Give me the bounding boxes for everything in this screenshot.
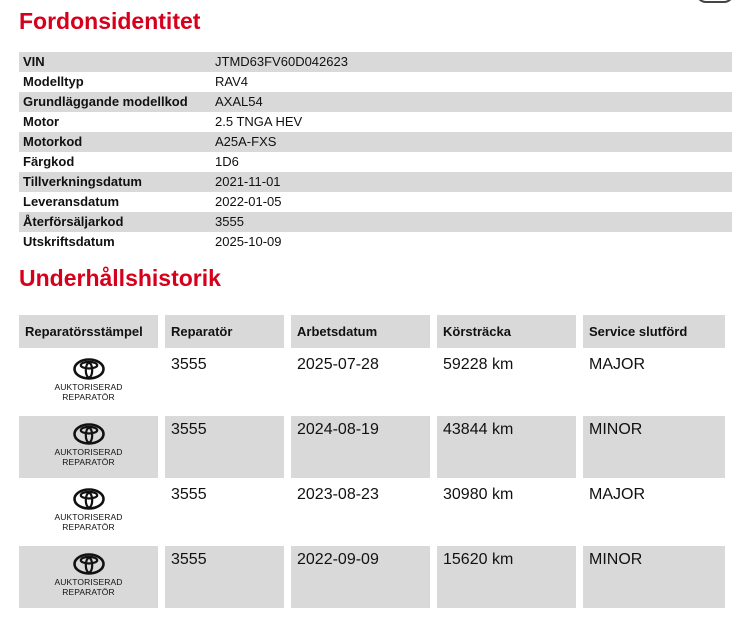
repairer-cell: 3555 xyxy=(171,486,207,503)
service-cell: MAJOR xyxy=(589,356,645,373)
identity-row xyxy=(19,92,732,112)
service-cell: MAJOR xyxy=(589,486,645,503)
identity-value: 1D6 xyxy=(215,154,239,169)
identity-value: 3555 xyxy=(211,212,732,232)
identity-value: JTMD63FV60D042623 xyxy=(211,52,732,72)
column-header-service: Service slutförd xyxy=(583,315,725,348)
identity-row xyxy=(19,112,732,132)
repairer-stamp xyxy=(19,416,158,478)
identity-label: Leveransdatum xyxy=(23,194,120,209)
identity-row xyxy=(19,172,732,192)
column-header-date: Arbetsdatum xyxy=(291,315,430,348)
identity-value: RAV4 xyxy=(215,74,248,89)
mileage-cell: 43844 km xyxy=(437,416,576,478)
identity-label: Tillverkningsdatum xyxy=(19,172,211,192)
mileage-cell: 30980 km xyxy=(443,486,514,503)
identity-value: 2022-01-05 xyxy=(215,194,282,209)
identity-label: Motorkod xyxy=(19,132,211,152)
identity-value: 2021-11-01 xyxy=(211,172,732,192)
identity-value: AXAL54 xyxy=(211,92,732,112)
repairer-stamp xyxy=(19,351,158,413)
maintenance-history-table xyxy=(12,312,732,611)
identity-label: Återförsäljarkod xyxy=(19,212,211,232)
identity-label: Grundläggande modellkod xyxy=(19,92,211,112)
history-row xyxy=(19,481,725,543)
column-header-mileage: Körsträcka xyxy=(437,315,576,348)
toyota-logo-icon xyxy=(73,358,105,380)
date-cell: 2023-08-23 xyxy=(297,486,379,503)
identity-label: Färgkod xyxy=(23,154,75,169)
stamp-text-line1: AUKTORISERAD xyxy=(54,577,123,587)
toyota-logo-icon xyxy=(73,488,105,510)
repairer-cell: 3555 xyxy=(165,546,284,608)
service-cell: MINOR xyxy=(583,416,725,478)
identity-row xyxy=(19,52,732,72)
service-cell: MINOR xyxy=(583,546,725,608)
date-cell: 2024-08-19 xyxy=(291,416,430,478)
identity-row xyxy=(19,152,732,172)
column-header-stamp: Reparatörsstämpel xyxy=(19,315,158,348)
repairer-cell: 3555 xyxy=(165,416,284,478)
stamp-text-line1: AUKTORISERAD xyxy=(54,382,123,392)
identity-label: Modelltyp xyxy=(23,74,84,89)
date-cell: 2022-09-09 xyxy=(291,546,430,608)
identity-value: A25A-FXS xyxy=(211,132,732,152)
mileage-cell: 15620 km xyxy=(437,546,576,608)
stamp-text-line2: REPARATÖR xyxy=(62,587,115,597)
identity-row xyxy=(19,192,732,212)
vehicle-identity-title: Fordonsidentitet xyxy=(19,8,201,34)
corner-logo-fragment xyxy=(696,0,734,3)
stamp-text-line1: AUKTORISERAD xyxy=(54,447,123,457)
identity-row xyxy=(19,212,732,232)
identity-row xyxy=(19,132,732,152)
repairer-stamp xyxy=(19,546,158,608)
identity-label: Utskriftsdatum xyxy=(23,234,115,249)
date-cell: 2025-07-28 xyxy=(297,356,379,373)
stamp-text-line2: REPARATÖR xyxy=(62,392,115,402)
repairer-cell: 3555 xyxy=(171,356,207,373)
history-header-row xyxy=(19,315,725,348)
identity-value: 2.5 TNGA HEV xyxy=(215,114,303,129)
maintenance-history-title: Underhållshistorik xyxy=(19,265,221,291)
identity-label: Motor xyxy=(23,114,60,129)
identity-row xyxy=(19,72,732,92)
identity-label: VIN xyxy=(19,52,211,72)
stamp-text-line2: REPARATÖR xyxy=(62,522,115,532)
vehicle-identity-table xyxy=(19,52,732,252)
toyota-logo-icon xyxy=(73,553,105,575)
toyota-logo-icon xyxy=(73,423,105,445)
identity-value: 2025-10-09 xyxy=(215,234,282,249)
column-header-repairer: Reparatör xyxy=(165,315,284,348)
history-row xyxy=(19,351,725,413)
repairer-stamp xyxy=(19,481,158,543)
mileage-cell: 59228 km xyxy=(443,356,514,373)
history-row xyxy=(19,546,725,608)
identity-row xyxy=(19,232,732,252)
history-row xyxy=(19,416,725,478)
stamp-text-line2: REPARATÖR xyxy=(62,457,115,467)
stamp-text-line1: AUKTORISERAD xyxy=(54,512,123,522)
